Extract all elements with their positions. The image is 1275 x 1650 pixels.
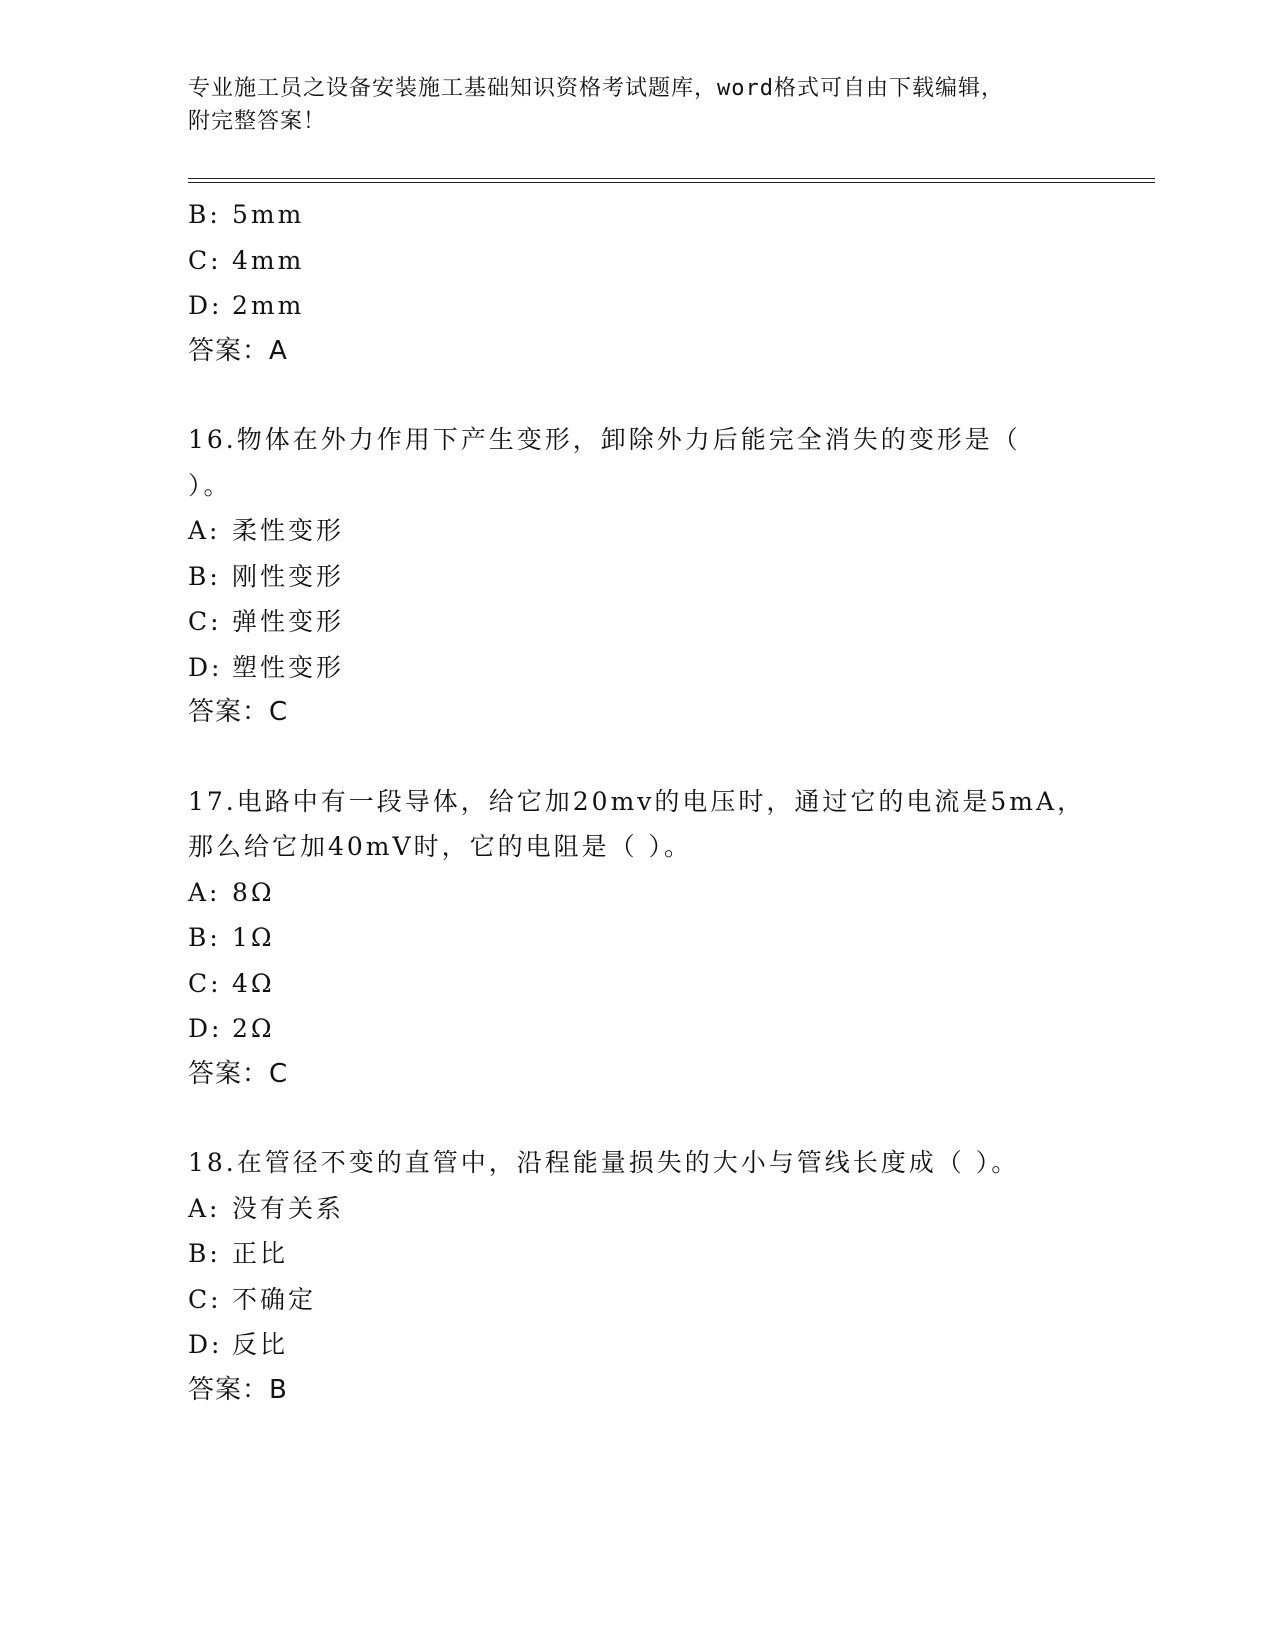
option-text: 5mm	[232, 200, 305, 229]
question-block-16	[188, 417, 1088, 736]
option-letter: C:	[188, 245, 222, 275]
spacer	[188, 374, 1088, 417]
option-letter: B:	[188, 200, 221, 229]
option-text: 8Ω	[232, 877, 275, 907]
question-list	[188, 192, 1088, 1413]
answer-line: 答案：B	[188, 1374, 288, 1405]
option-letter: C:	[188, 968, 222, 998]
option-row	[188, 961, 1088, 1007]
option-row	[188, 238, 1088, 284]
header-title-line-2: 附完整答案！	[188, 109, 327, 134]
option-text: 柔性变形	[232, 516, 345, 545]
question-stem-line: 18.在管径不变的直管中，沿程能量损失的大小与管线长度成（ ）。	[188, 1148, 1020, 1177]
question-block-18	[188, 1140, 1088, 1413]
option-letter: C:	[188, 607, 222, 636]
option-letter: D:	[188, 291, 223, 320]
question-stem-line: 那么给它加40mV时，它的电阻是（ ）。	[188, 832, 693, 861]
answer-line: 答案：C	[188, 1058, 289, 1089]
option-letter: A:	[188, 516, 221, 545]
option-text: 刚性变形	[232, 561, 345, 591]
carryover-question-block	[188, 192, 1088, 374]
header-title-line-1: 专业施工员之设备安装施工基础知识资格考试题库，word格式可自由下载编辑，	[188, 76, 1004, 101]
spacer	[188, 736, 1088, 779]
question-stem-line: 17.电路中有一段导体，给它加20mv的电压时，通过它的电流是5mA，	[188, 786, 1086, 816]
option-text: 2Ω	[232, 1014, 275, 1043]
document-header	[188, 72, 1088, 138]
question-stem-line: ）。	[188, 470, 232, 500]
option-letter: A:	[188, 1193, 221, 1223]
option-row	[188, 192, 1088, 238]
option-text: 4mm	[232, 245, 305, 275]
option-text: 正比	[232, 1239, 289, 1268]
option-text: 不确定	[232, 1284, 317, 1314]
option-letter: B:	[188, 923, 221, 952]
answer-line: 答案：A	[188, 335, 288, 366]
option-text: 弹性变形	[232, 607, 345, 636]
option-letter: D:	[188, 652, 223, 682]
answer-line: 答案：C	[188, 697, 289, 727]
option-text: 1Ω	[232, 923, 275, 952]
option-row	[188, 1186, 1088, 1232]
header-divider-bottom	[188, 182, 1155, 183]
option-text: 反比	[232, 1330, 289, 1359]
spacer	[188, 1097, 1088, 1140]
option-row	[188, 508, 1088, 554]
option-row	[188, 1322, 1088, 1368]
question-block-17	[188, 779, 1088, 1098]
option-letter: D:	[188, 1330, 223, 1359]
option-row	[188, 599, 1088, 645]
option-letter: D:	[188, 1014, 223, 1043]
option-letter: C:	[188, 1284, 222, 1314]
option-row	[188, 870, 1088, 916]
option-row	[188, 1006, 1088, 1052]
option-letter: A:	[188, 877, 221, 907]
option-row	[188, 1277, 1088, 1323]
option-letter: B:	[188, 1239, 221, 1268]
option-row	[188, 645, 1088, 691]
option-row	[188, 283, 1088, 329]
option-row	[188, 1231, 1088, 1277]
option-text: 塑性变形	[232, 652, 345, 682]
option-letter: B:	[188, 561, 221, 591]
option-text: 没有关系	[232, 1193, 345, 1223]
option-text: 2mm	[232, 291, 305, 320]
header-divider-top	[188, 178, 1155, 179]
option-row	[188, 554, 1088, 600]
option-row	[188, 915, 1088, 961]
option-text: 4Ω	[232, 968, 275, 998]
question-stem-line: 16.物体在外力作用下产生变形，卸除外力后能完全消失的变形是（	[188, 425, 1021, 454]
